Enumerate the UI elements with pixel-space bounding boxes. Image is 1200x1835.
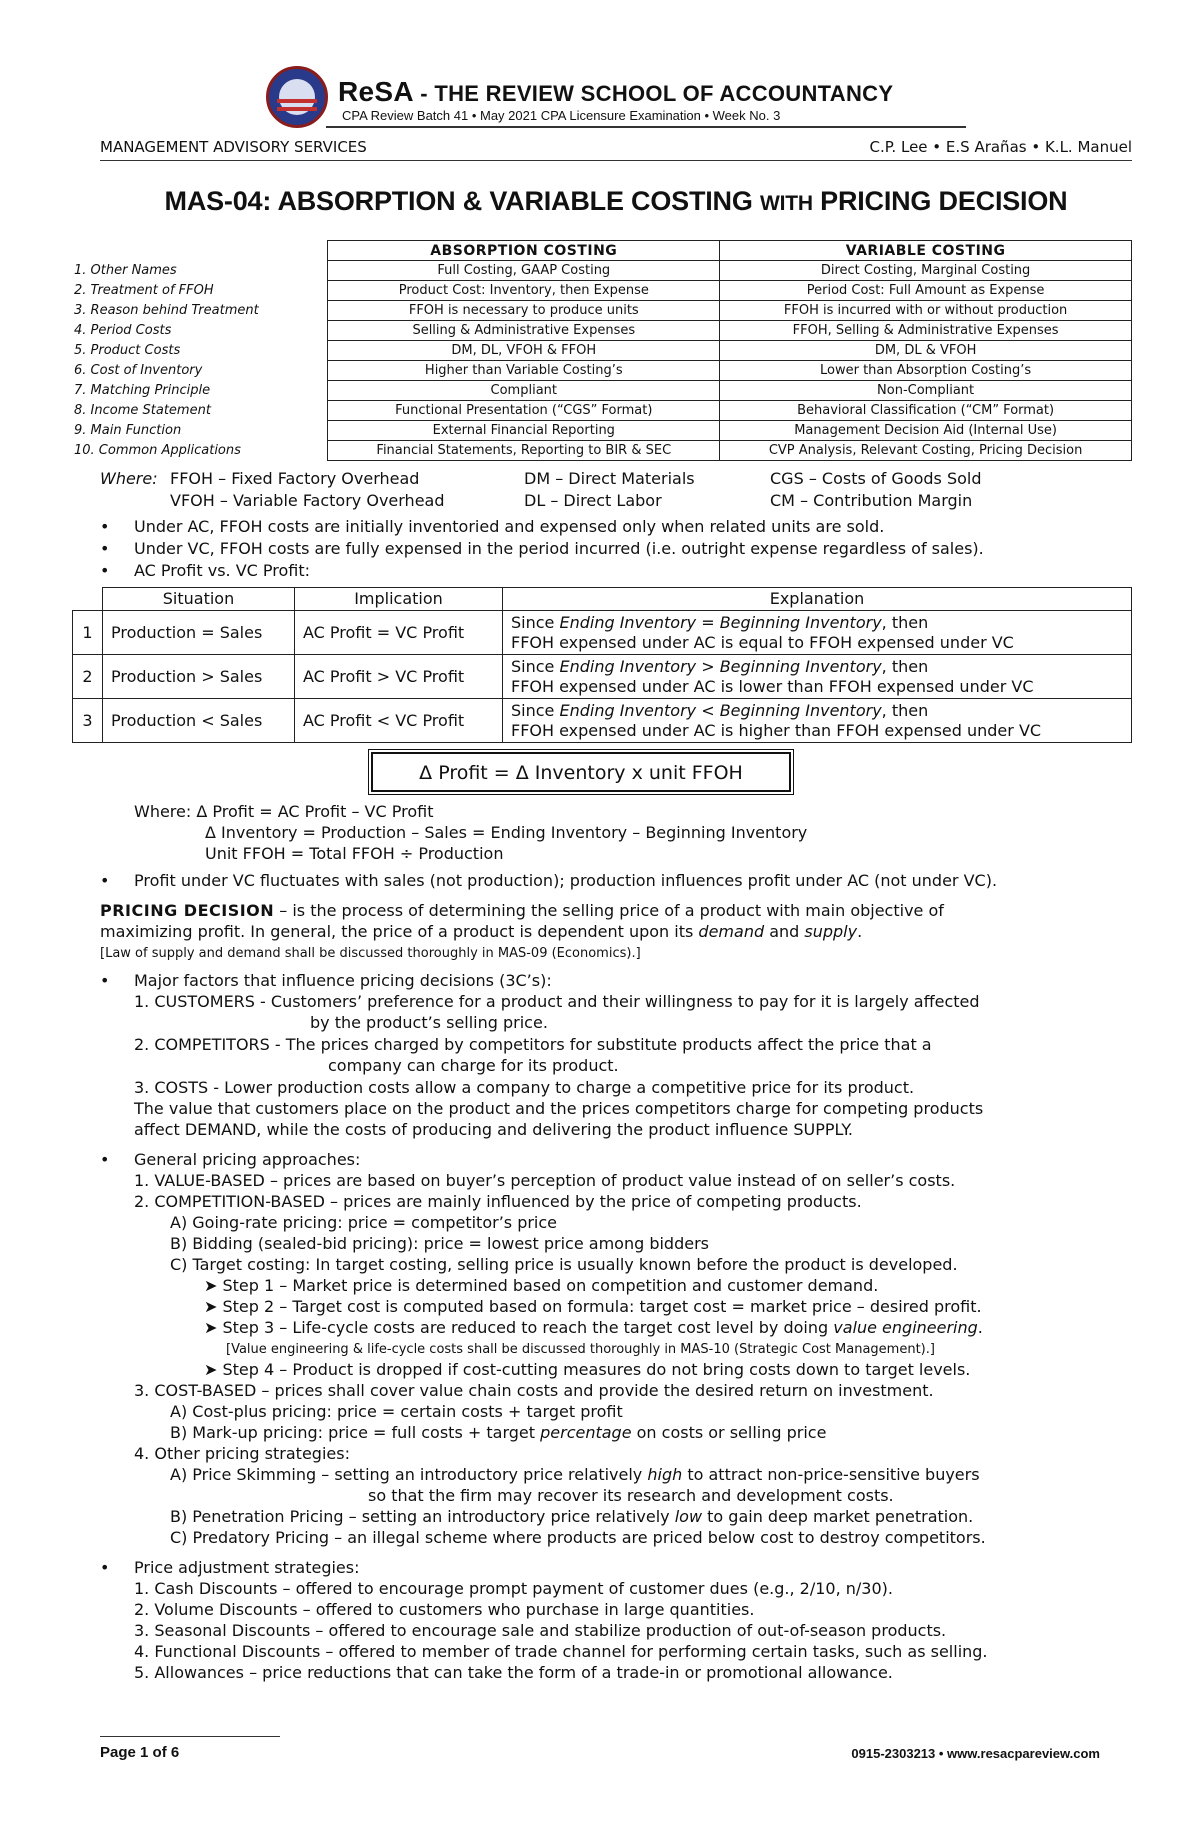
comparison-vc-value: Lower than Absorption Costing’s <box>720 361 1132 381</box>
approach-cost-plus: A) Cost-plus pricing: price = certain costs + target profit <box>170 1402 623 1421</box>
where-cgs: CGS – Costs of Goods Sold <box>770 469 982 488</box>
comparison-row <box>70 301 1132 321</box>
strategy-skimming-cont: so that the firm may recover its research and development costs. <box>368 1486 894 1505</box>
formula-box: Δ Profit = Δ Inventory x unit FFOH <box>371 752 791 792</box>
bullet-profit: • Profit under VC fluctuates with sales (not production); production influences profit under AC (not under VC). <box>100 871 998 890</box>
sit-header-explanation: Explanation <box>503 588 1132 611</box>
comparison-ac-value: FFOH is necessary to produce units <box>328 301 720 321</box>
comparison-vc-value: FFOH, Selling & Administrative Expenses <box>720 321 1132 341</box>
where-ffoh: FFOH – Fixed Factory Overhead <box>170 469 420 488</box>
approach-other: 4. Other pricing strategies: <box>134 1444 350 1463</box>
page-title: MAS-04: ABSORPTION & VARIABLE COSTING WITH PRICING DECISION <box>164 186 1068 216</box>
target-step-1: ➤ Step 1 – Market price is determined based on competition and customer demand. <box>204 1276 879 1295</box>
comparison-key: 5. Product Costs <box>70 341 328 361</box>
comparison-ac-value: Full Costing, GAAP Costing <box>328 261 720 281</box>
comparison-row <box>70 321 1132 341</box>
factor-costs: 3. COSTS - Lower production costs allow a company to charge a competitive price for its product. <box>134 1078 915 1097</box>
approach-cost-based: 3. COST-BASED – prices shall cover value chain costs and provide the desired return on investment. <box>134 1381 934 1400</box>
comparison-key: 4. Period Costs <box>70 321 328 341</box>
where-dm: DM – Direct Materials <box>524 469 695 488</box>
situation-text: Production > Sales <box>103 655 295 699</box>
formula-where-3: Unit FFOH = Total FFOH ÷ Production <box>205 844 504 863</box>
subject-name: MANAGEMENT ADVISORY SERVICES <box>100 138 367 156</box>
adjustment-volume: 2. Volume Discounts – offered to customers who purchase in large quantities. <box>134 1600 755 1619</box>
comparison-key: 7. Matching Principle <box>70 381 328 401</box>
situation-row <box>73 655 1132 699</box>
where-vfoh: VFOH – Variable Factory Overhead <box>170 491 445 510</box>
strategy-predatory: C) Predatory Pricing – an illegal scheme where products are priced below cost to destroy competitors. <box>170 1528 986 1547</box>
situation-row <box>73 611 1132 655</box>
comparison-ac-value: DM, DL, VFOH & FFOH <box>328 341 720 361</box>
comparison-ac-value: Product Cost: Inventory, then Expense <box>328 281 720 301</box>
situation-text: Production = Sales <box>103 611 295 655</box>
comparison-key: 8. Income Statement <box>70 401 328 421</box>
comparison-row <box>70 441 1132 461</box>
comparison-ac-value: Functional Presentation (“CGS” Format) <box>328 401 720 421</box>
approach-value: 1. VALUE-BASED – prices are based on buyer’s perception of product value instead of on seller’s costs. <box>134 1171 956 1190</box>
approaches-intro: • General pricing approaches: <box>100 1150 361 1169</box>
situation-row <box>73 699 1132 743</box>
col-header-ac: ABSORPTION COSTING <box>328 241 720 261</box>
formula-where-1: Where: Δ Profit = AC Profit – VC Profit <box>134 802 434 821</box>
approach-competition: 2. COMPETITION-BASED – prices are mainly influenced by the price of competing products. <box>134 1192 862 1211</box>
comparison-row <box>70 261 1132 281</box>
batch-line: CPA Review Batch 41 • May 2021 CPA Licensure Examination • Week No. 3 <box>342 108 781 123</box>
col-header-vc: VARIABLE COSTING <box>720 241 1132 261</box>
situation-implication: AC Profit < VC Profit <box>295 699 503 743</box>
target-step-4: ➤ Step 4 – Product is dropped if cost-cutting measures do not bring costs down to target levels. <box>204 1360 971 1379</box>
factors-summary-2: affect DEMAND, while the costs of producing and delivering the product influence SUPPLY. <box>134 1120 853 1139</box>
bullet-ac-vs-vc: • AC Profit vs. VC Profit: <box>100 561 311 580</box>
adjustment-functional: 4. Functional Discounts – offered to member of trade channel for performing certain tasks, such as selling. <box>134 1642 988 1661</box>
footer-rule <box>100 1736 280 1737</box>
subheader-rule <box>100 160 1132 161</box>
factor-competitors-cont: company can charge for its product. <box>328 1056 619 1075</box>
authors: C.P. Lee • E.S Arañas • K.L. Manuel <box>869 138 1132 156</box>
comparison-key: 10. Common Applications <box>70 441 328 461</box>
pricing-definition-2: maximizing profit. In general, the price of a product is dependent upon its demand and supply. <box>100 922 863 941</box>
situation-implication: AC Profit = VC Profit <box>295 611 503 655</box>
document-page <box>70 0 1132 128</box>
comparison-table <box>70 240 1132 461</box>
comparison-key: 6. Cost of Inventory <box>70 361 328 381</box>
comparison-vc-value: DM, DL & VFOH <box>720 341 1132 361</box>
comparison-row <box>70 281 1132 301</box>
where-dl: DL – Direct Labor <box>524 491 662 510</box>
where-cm: CM – Contribution Margin <box>770 491 973 510</box>
comparison-ac-value: Selling & Administrative Expenses <box>328 321 720 341</box>
comparison-row <box>70 421 1132 441</box>
target-step-3: ➤ Step 3 – Life-cycle costs are reduced to reach the target cost level by doing value engineering. <box>204 1318 983 1337</box>
comparison-vc-value: Behavioral Classification (“CM” Format) <box>720 401 1132 421</box>
approach-target-costing: C) Target costing: In target costing, selling price is usually known before the product is developed. <box>170 1255 958 1274</box>
comparison-vc-value: FFOH is incurred with or without production <box>720 301 1132 321</box>
comparison-ac-value: Higher than Variable Costing’s <box>328 361 720 381</box>
situation-explanation: Since Ending Inventory < Beginning Inventory, then FFOH expensed under AC is higher than FFOH expensed under VC <box>503 699 1132 743</box>
header-rule <box>326 126 966 128</box>
adjustments-intro: • Price adjustment strategies: <box>100 1558 360 1577</box>
pricing-definition-1: PRICING DECISION – is the process of determining the selling price of a product with main objective of <box>100 901 944 920</box>
situation-number: 1 <box>73 611 103 655</box>
sit-header-implication: Implication <box>295 588 503 611</box>
strategy-penetration: B) Penetration Pricing – setting an introductory price relatively low to gain deep market penetration. <box>170 1507 974 1526</box>
comparison-vc-value: Management Decision Aid (Internal Use) <box>720 421 1132 441</box>
approach-mark-up: B) Mark-up pricing: price = full costs + target percentage on costs or selling price <box>170 1423 827 1442</box>
comparison-vc-value: Non-Compliant <box>720 381 1132 401</box>
adjustment-cash: 1. Cash Discounts – offered to encourage prompt payment of customer dues (e.g., 2/10, n/30). <box>134 1579 893 1598</box>
comparison-vc-value: Direct Costing, Marginal Costing <box>720 261 1132 281</box>
situation-implication: AC Profit > VC Profit <box>295 655 503 699</box>
comparison-row <box>70 361 1132 381</box>
page-number: Page 1 of 6 <box>100 1744 180 1761</box>
factors-summary-1: The value that customers place on the product and the prices competitors charge for competing products <box>134 1099 984 1118</box>
letterhead <box>70 0 1132 128</box>
comparison-vc-value: CVP Analysis, Relevant Costing, Pricing Decision <box>720 441 1132 461</box>
comparison-row <box>70 381 1132 401</box>
situation-text: Production < Sales <box>103 699 295 743</box>
subheader <box>100 138 1132 160</box>
factor-customers-cont: by the product’s selling price. <box>310 1013 548 1032</box>
situation-number: 3 <box>73 699 103 743</box>
bullet-vc-ffoh: • Under VC, FFOH costs are fully expensed in the period incurred (i.e. outright expense regardless of sales). <box>100 539 984 558</box>
strategy-skimming: A) Price Skimming – setting an introductory price relatively high to attract non-price-sensitive buyers <box>170 1465 980 1484</box>
factor-competitors: 2. COMPETITORS - The prices charged by competitors for substitute products affect the price that a <box>134 1035 932 1054</box>
adjustment-seasonal: 3. Seasonal Discounts – offered to encourage sale and stabilize production of out-of-season products. <box>134 1621 947 1640</box>
comparison-key: 2. Treatment of FFOH <box>70 281 328 301</box>
situation-number: 2 <box>73 655 103 699</box>
where-label: Where: <box>100 469 158 488</box>
situation-explanation: Since Ending Inventory > Beginning Inventory, then FFOH expensed under AC is lower than FFOH expensed under VC <box>503 655 1132 699</box>
formula-where-2: Δ Inventory = Production – Sales = Ending Inventory – Beginning Inventory <box>205 823 808 842</box>
approach-bidding: B) Bidding (sealed-bid pricing): price = lowest price among bidders <box>170 1234 709 1253</box>
adjustment-allowances: 5. Allowances – price reductions that can take the form of a trade-in or promotional allowance. <box>134 1663 893 1682</box>
pricing-note: [Law of supply and demand shall be discussed thoroughly in MAS-09 (Economics).] <box>100 946 641 961</box>
comparison-ac-value: Compliant <box>328 381 720 401</box>
school-name: ReSA - THE REVIEW SCHOOL OF ACCOUNTANCY <box>338 76 894 107</box>
comparison-row <box>70 341 1132 361</box>
bullet-ac-ffoh: • Under AC, FFOH costs are initially inventoried and expensed only when related units are sold. <box>100 517 885 536</box>
situation-explanation: Since Ending Inventory = Beginning Inventory, then FFOH expensed under AC is equal to FFOH expensed under VC <box>503 611 1132 655</box>
comparison-key: 3. Reason behind Treatment <box>70 301 328 321</box>
target-step-3-note: [Value engineering & life-cycle costs shall be discussed thoroughly in MAS-10 (Strategic Cost Management).] <box>226 1342 935 1357</box>
resa-logo <box>266 66 328 128</box>
target-step-2: ➤ Step 2 – Target cost is computed based on formula: target cost = market price – desired profit. <box>204 1297 982 1316</box>
footer-contact: 0915-2303213 • www.resacpareview.com <box>851 1746 1100 1761</box>
comparison-key: 1. Other Names <box>70 261 328 281</box>
comparison-ac-value: External Financial Reporting <box>328 421 720 441</box>
comparison-key: 9. Main Function <box>70 421 328 441</box>
factor-customers: 1. CUSTOMERS - Customers’ preference for a product and their willingness to pay for it is largely affected <box>134 992 980 1011</box>
comparison-vc-value: Period Cost: Full Amount as Expense <box>720 281 1132 301</box>
situation-table <box>72 587 1132 743</box>
comparison-ac-value: Financial Statements, Reporting to BIR & SEC <box>328 441 720 461</box>
factors-intro: • Major factors that influence pricing decisions (3C’s): <box>100 971 552 990</box>
approach-going-rate: A) Going-rate pricing: price = competitor’s price <box>170 1213 558 1232</box>
sit-header-situation: Situation <box>103 588 295 611</box>
comparison-row <box>70 401 1132 421</box>
